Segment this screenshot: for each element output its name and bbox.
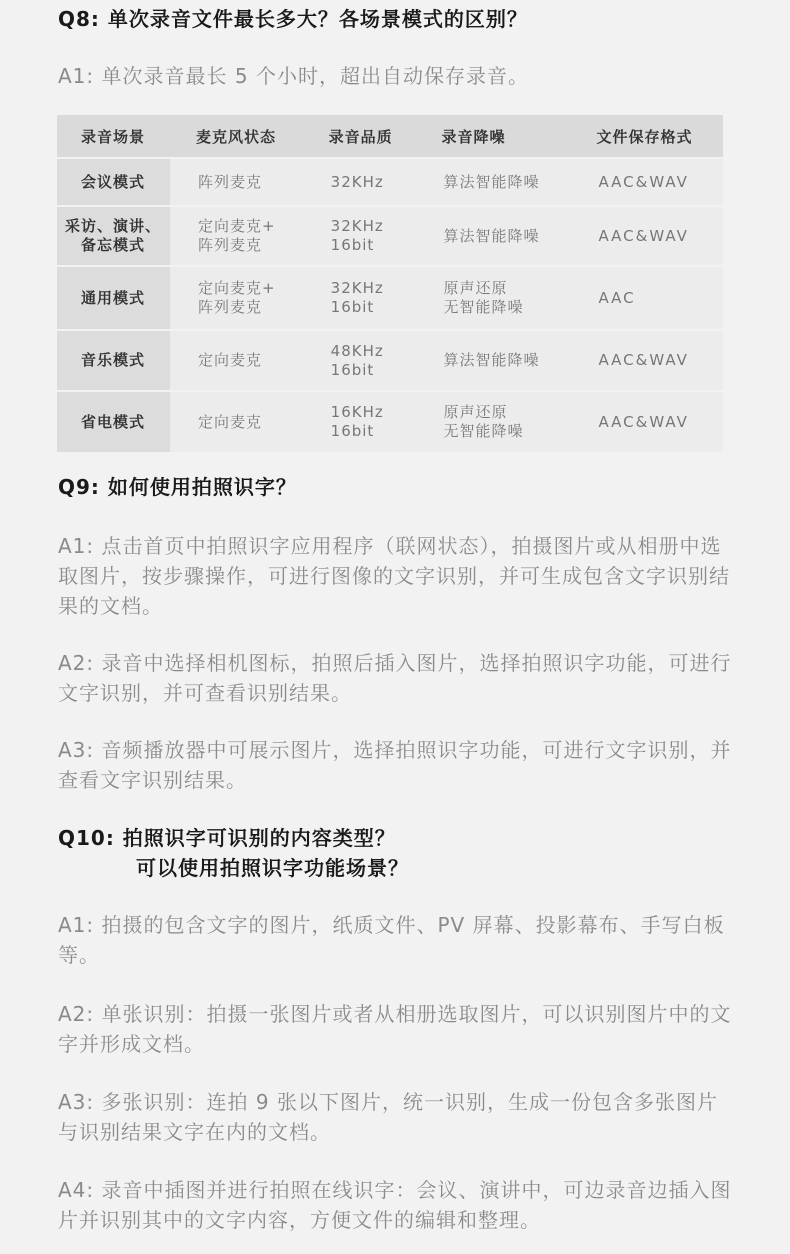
- cell-noise: 原声还原 无智能降噪: [415, 267, 570, 329]
- cell-scene: 音乐模式: [57, 331, 170, 390]
- q10-question-line2: 可以使用拍照识字功能场景？: [136, 856, 409, 880]
- cell-scene: 省电模式: [57, 392, 170, 452]
- q10-answer-4: A4: 录音中插图并进行拍照在线识字：会议、演讲中，可边录音边插入图片并识别其中的文字内容，方便文件的编辑和整理。: [58, 1178, 732, 1232]
- cell-mic: 阵列麦克: [170, 159, 303, 205]
- header-noise: 录音降噪: [415, 115, 570, 157]
- cell-mic: 定向麦克+ 阵列麦克: [170, 267, 303, 329]
- q10-answer-1: A1: 拍摄的包含文字的图片，纸质文件、PV 屏幕、投影幕布、手写白板等。: [58, 913, 725, 967]
- q10-answer-3: A3: 多张识别：连拍 9 张以下图片，统一识别，生成一份包含多张图片与识别结果文字在内的文档。: [58, 1090, 718, 1144]
- header-scene: 录音场景: [57, 115, 170, 157]
- cell-quality: 32KHz 16bit: [303, 267, 416, 329]
- cell-quality: 32KHz: [303, 159, 416, 205]
- q9-answer-3: A3: 音频播放器中可展示图片，选择拍照识字功能，可进行文字识别，并查看文字识别结果。: [58, 738, 732, 792]
- cell-noise: 原声还原 无智能降噪: [415, 392, 570, 452]
- header-quality: 录音品质: [303, 115, 416, 157]
- cell-format: AAC&WAV: [570, 331, 723, 390]
- q8-answer-1: A1: 单次录音最长 5 个小时，超出自动保存录音。: [58, 64, 529, 88]
- table-header-row: [57, 115, 723, 157]
- cell-format: AAC&WAV: [570, 392, 723, 452]
- cell-mic: 定向麦克+ 阵列麦克: [170, 207, 303, 265]
- q9-answer-1: A1: 点击首页中拍照识字应用程序（联网状态），拍摄图片或从相册中选取图片，按步骤操作，可进行图像的文字识别，并可生成包含文字识别结果的文档。: [58, 534, 730, 618]
- scene-mode-table: [57, 113, 723, 454]
- cell-mic: 定向麦克: [170, 392, 303, 452]
- header-mic: 麦克风状态: [170, 115, 303, 157]
- cell-scene: 采访、演讲、 备忘模式: [57, 207, 170, 265]
- q9-answer-2: A2: 录音中选择相机图标，拍照后插入图片，选择拍照识字功能，可进行文字识别，并可查看识别结果。: [58, 651, 732, 705]
- table-row: [57, 331, 723, 390]
- table-row: [57, 207, 723, 265]
- header-format: 文件保存格式: [570, 115, 723, 157]
- table-row: [57, 392, 723, 452]
- cell-quality: 16KHz 16bit: [303, 392, 416, 452]
- table-row: [57, 159, 723, 205]
- cell-quality: 48KHz 16bit: [303, 331, 416, 390]
- q10-answer-2: A2: 单张识别：拍摄一张图片或者从相册选取图片，可以识别图片中的文字并形成文档。: [58, 1002, 732, 1056]
- cell-format: AAC&WAV: [570, 159, 723, 205]
- cell-format: AAC&WAV: [570, 207, 723, 265]
- cell-noise: 算法智能降噪: [415, 207, 570, 265]
- q10-question: [58, 823, 409, 883]
- cell-noise: 算法智能降噪: [415, 331, 570, 390]
- cell-scene: 通用模式: [57, 267, 170, 329]
- cell-format: AAC: [570, 267, 723, 329]
- cell-noise: 算法智能降噪: [415, 159, 570, 205]
- q9-question: Q9: 如何使用拍照识字？: [58, 475, 297, 499]
- q8-question: Q8: 单次录音文件最长多大？各场景模式的区别？: [58, 7, 528, 31]
- q10-question-line1: Q10: 拍照识字可识别的内容类型？: [58, 826, 396, 850]
- cell-scene: 会议模式: [57, 159, 170, 205]
- table-row: [57, 267, 723, 329]
- cell-mic: 定向麦克: [170, 331, 303, 390]
- cell-quality: 32KHz 16bit: [303, 207, 416, 265]
